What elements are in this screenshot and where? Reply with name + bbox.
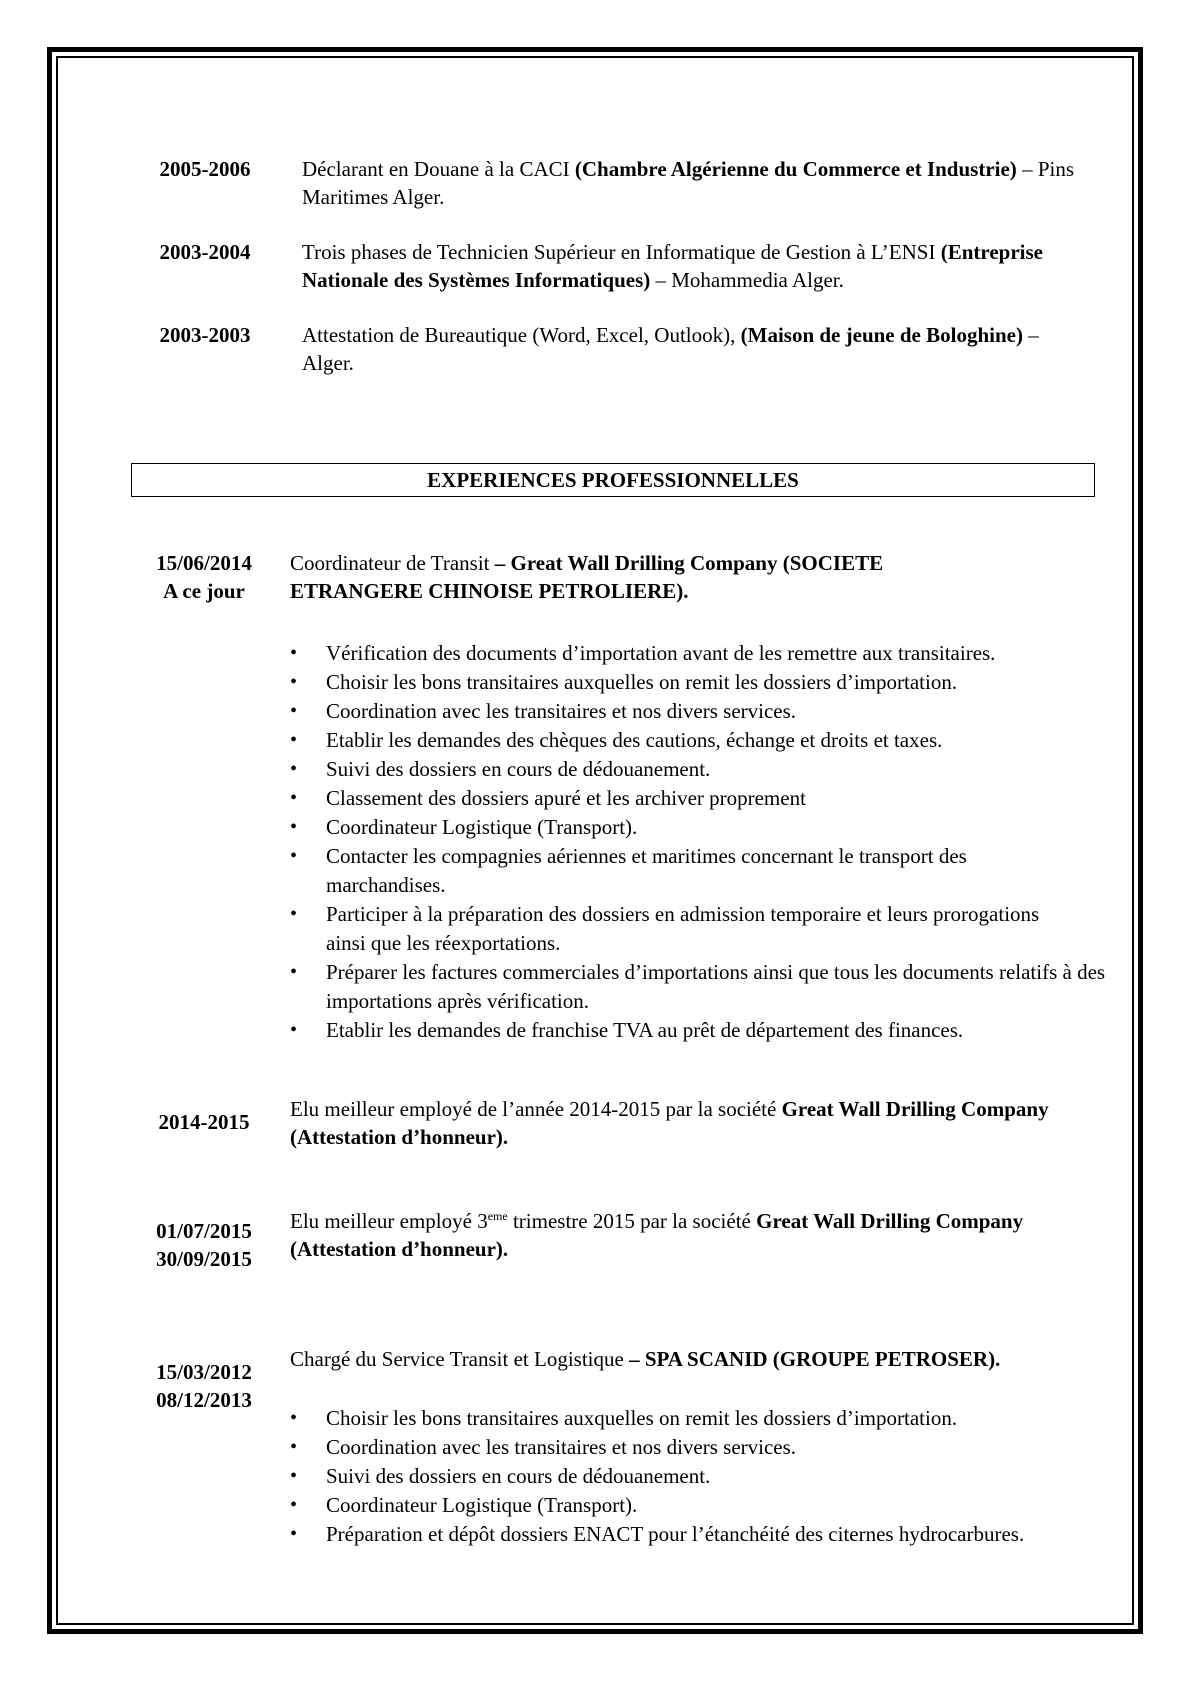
education-description: Trois phases de Technicien Supérieur en Informatique de Gestion à L’ENSI (Entreprise Nationale des Systèmes Informatiques) – Mohammedia Alger.: [302, 240, 1043, 292]
experience-title: Chargé du Service Transit et Logistique – SPA SCANID (GROUPE PETROSER).: [290, 1347, 1001, 1371]
list-item: • Etablir les demandes des chèques des cautions, échange et droits et taxes.: [290, 726, 1130, 755]
list-item: • Classement des dossiers apuré et les archiver proprement: [290, 784, 1130, 813]
education-date: 2003-2003: [159, 323, 251, 347]
list-item: • Vérification des documents d’importation avant de les remettre aux transitaires.: [290, 639, 1130, 668]
list-item: • Coordinateur Logistique (Transport).: [290, 1491, 1130, 1520]
experience-title: Coordinateur de Transit – Great Wall Drilling Company (SOCIETE ETRANGERE CHINOISE PETROLIERE).: [290, 551, 884, 603]
list-item: • Coordination avec les transitaires et nos divers services.: [290, 697, 1130, 726]
list-item: • Suivi des dossiers en cours de dédouanement.: [290, 1462, 1130, 1491]
list-item: • Contacter les compagnies aériennes et maritimes concernant le transport des marchandises.: [290, 842, 1066, 900]
list-item: • Participer à la préparation des dossiers en admission temporaire et leurs prorogations ainsi que les réexportations.: [290, 900, 1046, 958]
education-date: 2003-2004: [159, 240, 251, 264]
section-title: EXPERIENCES PROFESSIONNELLES: [131, 463, 1095, 497]
experience-description: Elu meilleur employé 3eme trimestre 2015 par la société Great Wall Drilling Company (Attestation d’honneur).: [290, 1209, 1024, 1261]
experience-tasks: [290, 639, 1130, 1045]
education-date: 2005-2006: [159, 157, 251, 181]
education-description: Attestation de Bureautique (Word, Excel, Outlook), (Maison de jeune de Bologhine) –Alger.: [302, 323, 1039, 375]
list-item: • Etablir les demandes de franchise TVA au prêt de département des finances.: [290, 1016, 1130, 1045]
list-item: • Coordination avec les transitaires et nos divers services.: [290, 1433, 1130, 1462]
experience-date: 15/06/2014 A ce jour: [156, 551, 252, 603]
list-item: • Choisir les bons transitaires auxquelles on remit les dossiers d’importation.: [290, 1404, 1130, 1433]
list-item: • Suivi des dossiers en cours de dédouanement.: [290, 755, 1130, 784]
list-item: • Choisir les bons transitaires auxquelles on remit les dossiers d’importation.: [290, 668, 1130, 697]
experience-date: 01/07/2015 30/09/2015: [156, 1219, 252, 1271]
education-description: Déclarant en Douane à la CACI (Chambre Algérienne du Commerce et Industrie) – Pins Maritimes Alger.: [302, 157, 1074, 209]
experience-date: 15/03/2012 08/12/2013: [156, 1360, 252, 1412]
list-item: • Préparation et dépôt dossiers ENACT pour l’étanchéité des citernes hydrocarbures.: [290, 1520, 1130, 1549]
experience-date: 2014-2015: [158, 1110, 250, 1134]
experience-description: Elu meilleur employé de l’année 2014-2015 par la société Great Wall Drilling Company (Attestation d’honneur).: [290, 1097, 1049, 1149]
experience-tasks: [290, 1404, 1130, 1549]
list-item: • Coordinateur Logistique (Transport).: [290, 813, 1130, 842]
list-item: • Préparer les factures commerciales d’importations ainsi que tous les documents relatifs à des importations après vérification.: [290, 958, 1116, 1016]
